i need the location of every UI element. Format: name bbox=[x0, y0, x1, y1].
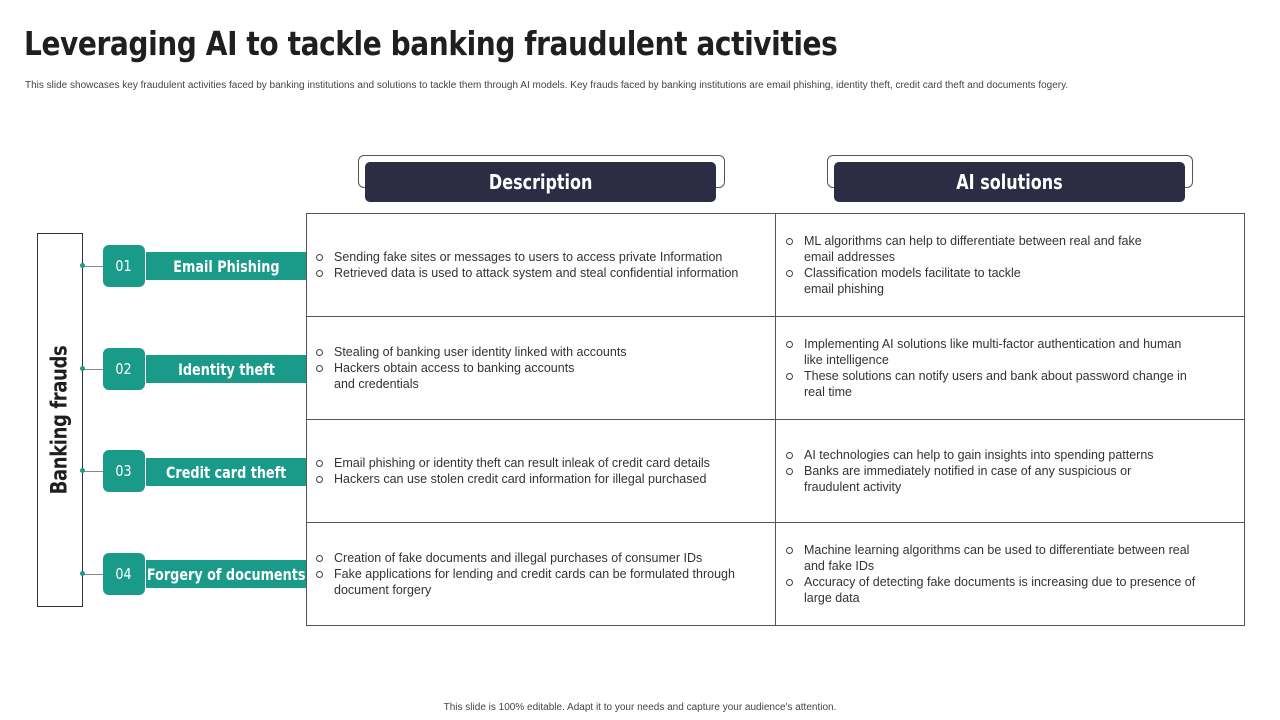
solution-item: These solutions can notify users and bank about password change in real time bbox=[786, 368, 1236, 400]
row-number-badge: 04 bbox=[103, 553, 145, 595]
row-number-badge: 03 bbox=[103, 450, 145, 492]
fraud-label: Identity theft bbox=[146, 355, 306, 383]
page-subtitle: This slide showcases key fraudulent activities faced by banking institutions and solutions to tackle them through AI models. Key frauds faced by banking institutions are email phishing, identity theft, credit card theft and documents fogery. bbox=[25, 80, 1069, 91]
connector-dot bbox=[80, 263, 85, 268]
ai-solutions-header-label: AI solutions bbox=[956, 170, 1063, 194]
description-item: Fake applications for lending and credit cards can be formulated through document forgery bbox=[316, 566, 771, 598]
banking-frauds-label: Banking frauds bbox=[47, 345, 73, 495]
connector-line bbox=[83, 266, 103, 267]
solution-item: Implementing AI solutions like multi-factor authentication and human like intelligence bbox=[786, 336, 1236, 368]
description-item: Email phishing or identity theft can result inleak of credit card details bbox=[316, 455, 771, 471]
connector-dot bbox=[80, 366, 85, 371]
description-item: Hackers obtain access to banking accounts and credentials bbox=[316, 360, 771, 392]
fraud-label: Email Phishing bbox=[146, 252, 306, 280]
solutions-cell bbox=[786, 420, 1236, 522]
description-cell bbox=[316, 214, 771, 316]
description-cell bbox=[316, 420, 771, 522]
description-header-label: Description bbox=[488, 170, 593, 194]
description-item: Creation of fake documents and illegal purchases of consumer IDs bbox=[316, 550, 771, 566]
connector-line bbox=[83, 369, 103, 370]
row-number-badge: 02 bbox=[103, 348, 145, 390]
page-title: Leveraging AI to tackle banking fraudulent activities bbox=[24, 24, 838, 63]
fraud-label: Credit card theft bbox=[146, 458, 306, 486]
solutions-cell bbox=[786, 317, 1236, 419]
row-number-badge: 01 bbox=[103, 245, 145, 287]
solution-item: Machine learning algorithms can be used to differentiate between real and fake IDs bbox=[786, 542, 1236, 574]
description-cell bbox=[316, 317, 771, 419]
connector-line bbox=[83, 471, 103, 472]
connector-line bbox=[83, 574, 103, 575]
connector-dot bbox=[80, 571, 85, 576]
footer-note: This slide is 100% editable. Adapt it to your needs and capture your audience's attention. bbox=[443, 702, 837, 713]
fraud-label: Forgery of documents bbox=[146, 560, 306, 588]
description-item: Stealing of banking user identity linked with accounts bbox=[316, 344, 771, 360]
solution-item: Classification models facilitate to tackle email phishing bbox=[786, 265, 1236, 297]
ai-solutions-header bbox=[834, 162, 1185, 202]
solution-item: AI technologies can help to gain insights into spending patterns bbox=[786, 447, 1236, 463]
description-item: Retrieved data is used to attack system and steal confidential information bbox=[316, 265, 771, 281]
description-cell bbox=[316, 523, 771, 625]
solution-item: Accuracy of detecting fake documents is increasing due to presence of large data bbox=[786, 574, 1236, 606]
solution-item: ML algorithms can help to differentiate between real and fake email addresses bbox=[786, 233, 1236, 265]
connector-dot bbox=[80, 468, 85, 473]
solutions-cell bbox=[786, 523, 1236, 625]
description-header bbox=[365, 162, 716, 202]
solutions-cell bbox=[786, 214, 1236, 316]
description-item: Sending fake sites or messages to users to access private Information bbox=[316, 249, 771, 265]
description-item: Hackers can use stolen credit card information for illegal purchased bbox=[316, 471, 771, 487]
solution-item: Banks are immediately notified in case of any suspicious or fraudulent activity bbox=[786, 463, 1236, 495]
